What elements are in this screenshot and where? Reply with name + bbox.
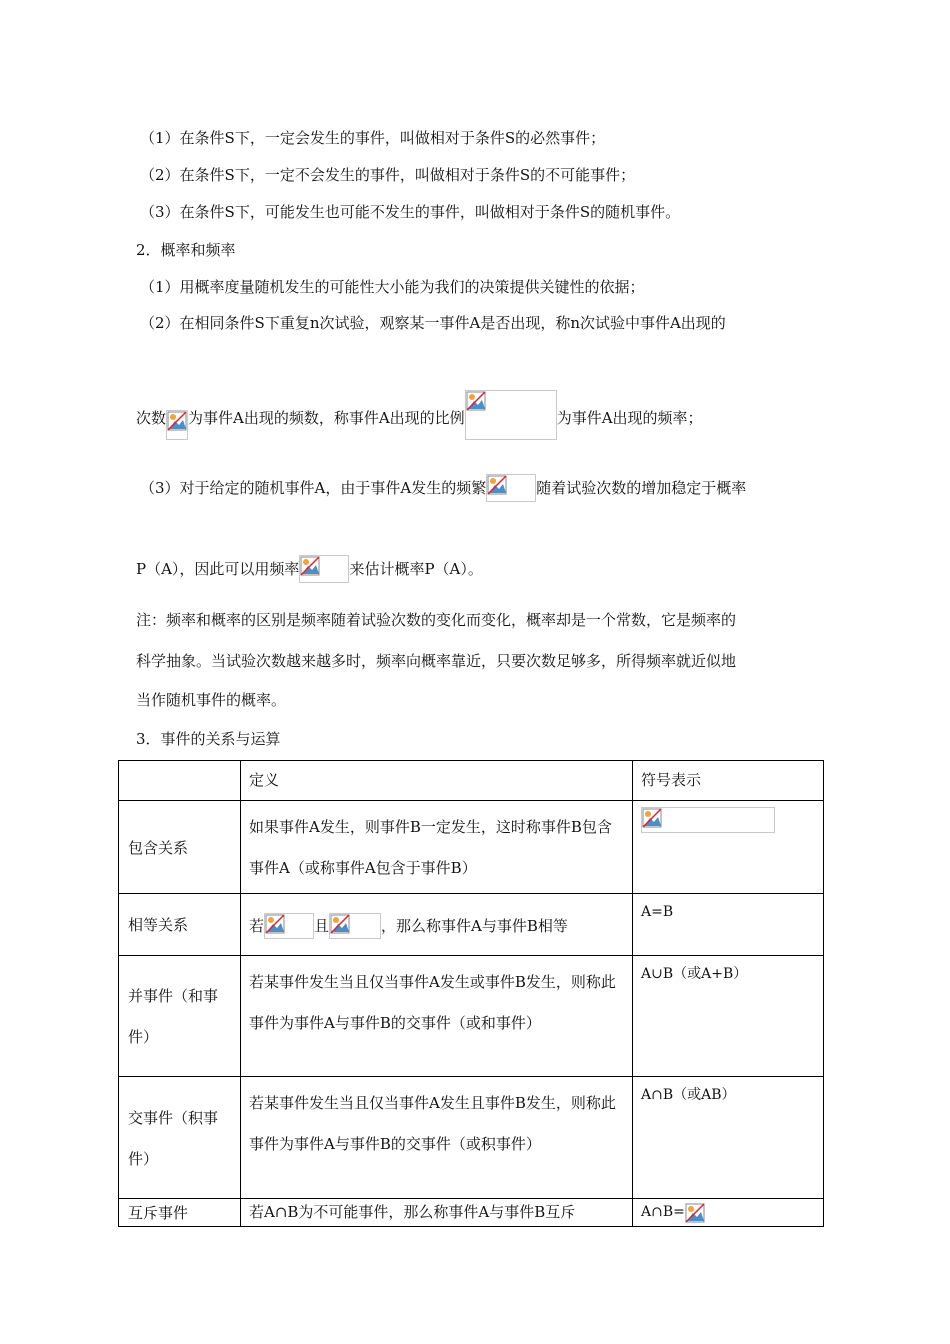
broken-image-icon [264,913,314,939]
item-random-event: （3）在条件S下，可能发生也可能不发生的事件，叫做相对于条件S的随机事件。 [140,203,681,221]
relation-symbol: A∪B（或A+B） [633,956,824,1077]
text-count: 次数 [136,409,167,427]
item-certain-event: （1）在条件S下，一定会发生的事件，叫做相对于条件S的必然事件； [140,129,606,147]
table-row [119,1077,824,1199]
item-impossible-event: （2）在条件S下，一定不会发生的事件，叫做相对于条件S的不可能事件； [140,166,636,184]
section-heading-probability: 2．概率和频率 [136,241,236,259]
table-header-row [119,761,824,801]
text-equal: ，那么称事件A与事件B相等 [381,916,568,935]
note-line-3: 当作随机事件的概率。 [136,691,287,709]
note-line-1: 注：频率和概率的区别是频率随着试验次数的变化而变化，概率却是一个常数，它是频率的 [136,611,737,629]
relation-definition: 如果事件A发生，则事件B一定发生，这时称事件B包含事件A（或称事件A包含于事件B） [241,801,633,894]
estimate-line [136,555,483,583]
broken-image-icon [299,555,349,583]
relation-name: 相等关系 [119,894,241,956]
header-cell-symbol: 符号表示 [633,761,824,801]
text-given-event: （3）对于给定的随机事件A，由于事件A发生的频繁 [140,479,487,497]
text-and: 且 [314,916,330,935]
table-row [119,1199,824,1227]
text-if: 若 [249,916,265,935]
relation-name: 包含关系 [119,801,241,894]
relation-name: 交事件（积事件） [119,1077,241,1199]
text-pa: P（A），因此可以用频率 [136,560,300,578]
relation-definition [241,894,633,956]
note-line-2: 科学抽象。当试验次数越来越多时，频率向概率靠近，只要次数足够多，所得频率就近似地 [136,652,737,670]
stable-frequency-line [140,474,746,502]
relation-symbol: A=B [633,894,824,956]
section-heading-relations: 3．事件的关系与运算 [136,730,281,748]
table-row [119,956,824,1077]
broken-image-icon [166,410,188,440]
table-row [119,801,824,894]
relation-symbol [633,801,824,894]
broken-image-icon [465,390,557,440]
text-estimate: 来估计概率P（A）。 [349,560,483,578]
item-repeated-trials: （2）在相同条件S下重复n次试验，观察某一事件A是否出现，称n次试验中事件A出现的 [140,314,726,332]
item-probability-use: （1）用概率度量随机发生的可能性大小能为我们的决策提供关键性的依据； [140,278,645,296]
text-stable: 随着试验次数的增加稳定于概率 [536,479,747,497]
text-frequency-rate: 为事件A出现的频率； [556,409,703,427]
frequency-definition-line [136,390,703,440]
relation-name: 互斥事件 [119,1199,241,1227]
text-intersection: A∩B= [641,1204,685,1220]
broken-image-icon [329,913,381,939]
broken-image-icon [685,1203,707,1225]
header-cell-empty [119,761,241,801]
broken-image-icon [641,807,775,833]
relation-symbol [633,1199,824,1227]
table-row [119,894,824,956]
relation-symbol: A∩B（或AB） [633,1077,824,1199]
relation-definition: 若某事件发生当且仅当事件A发生或事件B发生，则称此事件为事件A与事件B的交事件（或和事件） [241,956,633,1077]
relation-definition: 若A∩B为不可能事件，那么称事件A与事件B互斥 [241,1199,633,1227]
event-relations-table [118,760,824,1227]
broken-image-icon [486,474,536,502]
relation-definition: 若某事件发生当且仅当事件A发生且事件B发生，则称此事件为事件A与事件B的交事件（或积事件） [241,1077,633,1199]
header-cell-definition: 定义 [241,761,633,801]
text-frequency-count: 为事件A出现的频数，称事件A出现的比例 [188,409,465,427]
relation-name: 并事件（和事件） [119,956,241,1077]
